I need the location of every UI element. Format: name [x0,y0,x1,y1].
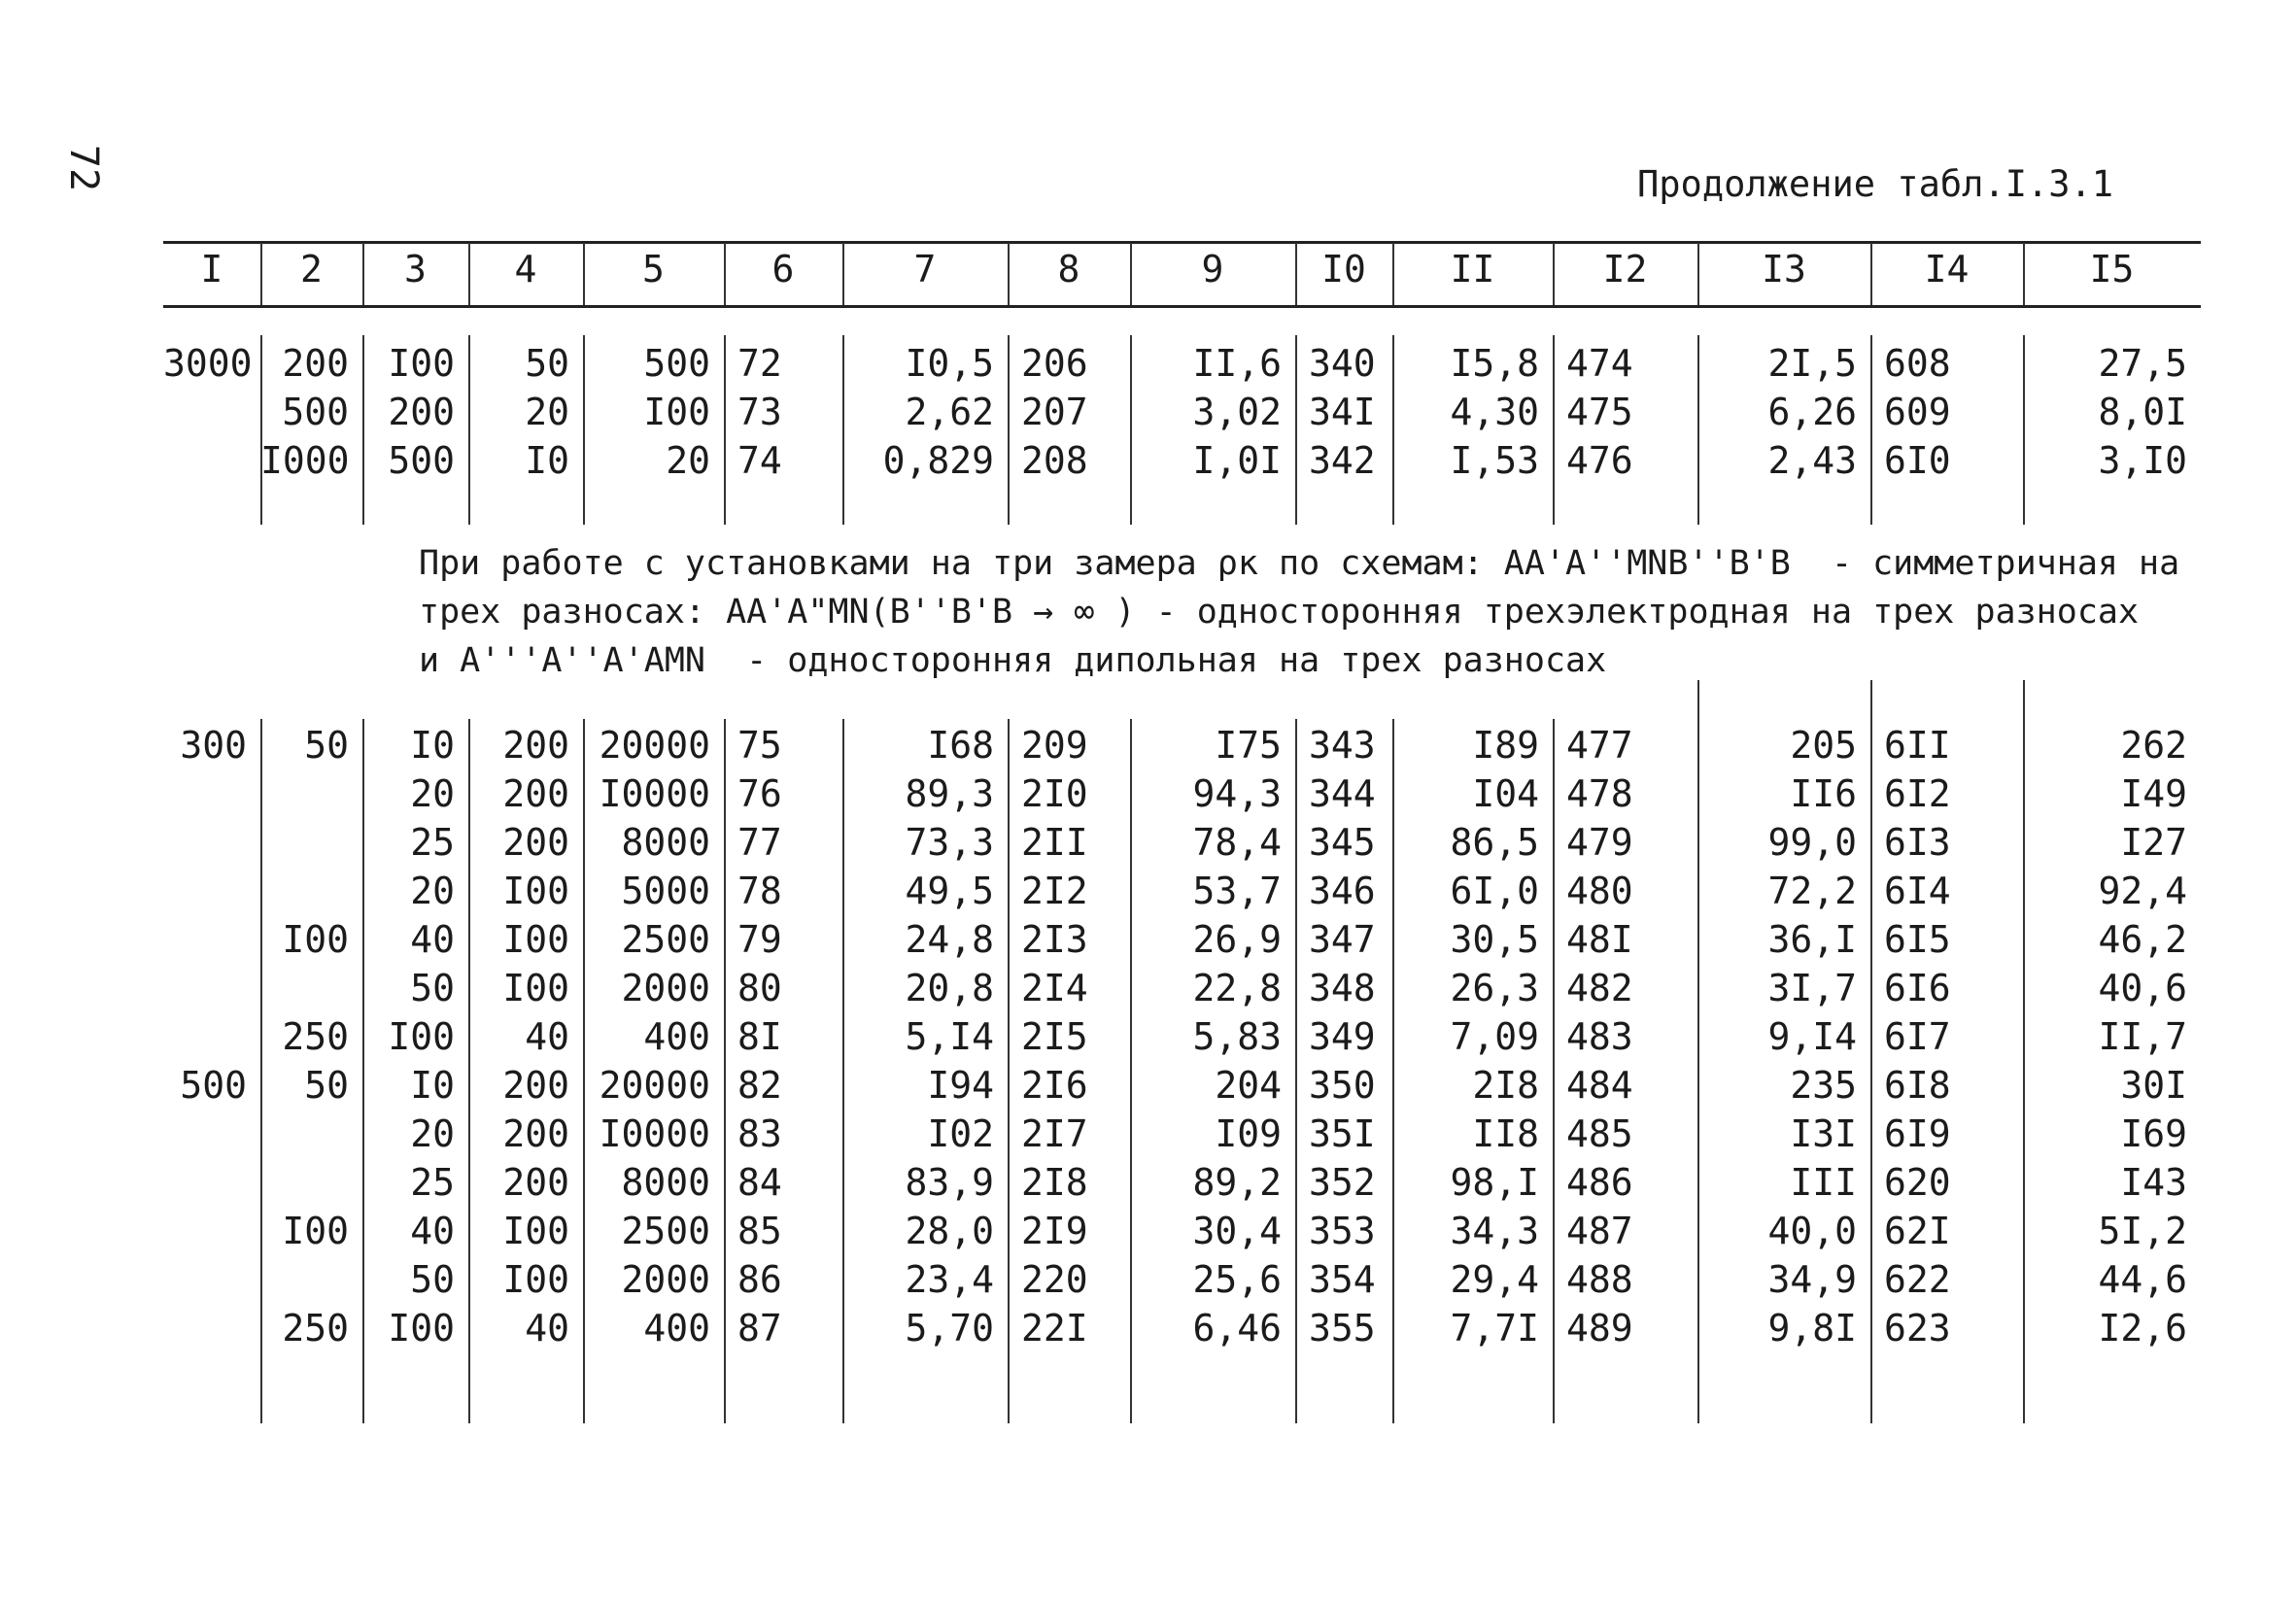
table-cell: II6 [1790,772,1857,815]
table-cell: 340 [1309,342,1376,385]
header-cell: 7 [913,248,937,290]
table-cell: 2I7 [1021,1112,1088,1155]
table-cell: 3I,7 [1767,967,1857,1009]
table-cell: 36,I [1767,918,1857,961]
table-cell: 50 [410,1258,455,1301]
note-paragraph [419,539,2180,685]
table-cell: 50 [525,342,569,385]
table-cell: 83 [737,1112,782,1155]
table-cell: 485 [1566,1112,1633,1155]
table-cell: 3,02 [1192,391,1282,433]
table-cell: 475 [1566,391,1633,433]
table-cell: 489 [1566,1307,1633,1350]
table-cell: I0000 [599,772,710,815]
table-cell: 346 [1309,870,1376,912]
table-cell: 78 [737,870,782,912]
table-cell: I49 [2120,772,2187,815]
table-cell: 2500 [621,1210,710,1252]
table-cell: 345 [1309,821,1376,864]
table-cell: 6I4 [1884,870,1951,912]
header-cell: I3 [1762,248,1806,290]
column-divider [1008,719,1010,1423]
table-cell: 6I9 [1884,1112,1951,1155]
header-cell: I5 [2089,248,2135,290]
table-cell: 480 [1566,870,1633,912]
table-cell: 6I3 [1884,821,1951,864]
table-cell: 2000 [621,967,710,1009]
table-cell: I02 [927,1112,994,1155]
header-column-divider [1553,243,1555,305]
table-cell: 26,3 [1450,967,1539,1009]
table-cell: 72,2 [1767,870,1857,912]
table-cell: I0 [410,724,455,767]
table-cell: 82 [737,1064,782,1107]
table-cell: 6I6 [1884,967,1951,1009]
table-cell: 76 [737,772,782,815]
table-cell: 2I8 [1472,1064,1539,1107]
table-cell: I00 [388,1015,455,1058]
header-cell: 9 [1201,248,1224,290]
table-cell: 8,0I [2098,391,2187,433]
table-cell: 94,3 [1192,772,1282,815]
table-cell: 620 [1884,1161,1951,1204]
table-cell: 20 [666,439,710,482]
table-cell: 250 [282,1307,349,1350]
table-cell: 208 [1021,439,1088,482]
column-divider [724,719,726,1423]
table-cell: 484 [1566,1064,1633,1107]
table-cell: 200 [502,772,569,815]
table-cell: I75 [1215,724,1282,767]
header-cell: I2 [1602,248,1648,290]
table-cell: 2I3 [1021,918,1088,961]
table-cell: 200 [282,342,349,385]
column-divider [1870,680,1872,719]
table-cell: 2I9 [1021,1210,1088,1252]
table-cell: I5,8 [1450,342,1539,385]
table-cell: I69 [2120,1112,2187,1155]
page-number: 72 [61,144,107,192]
table-cell: 20 [525,391,569,433]
table-cell: 5I,2 [2098,1210,2187,1252]
table-cell: 26,9 [1192,918,1282,961]
header-column-divider [362,243,364,305]
table-cell: 2I2 [1021,870,1088,912]
table-cell: 206 [1021,342,1088,385]
table-cell: I00 [502,870,569,912]
table-cell: 73 [737,391,782,433]
column-divider [1008,335,1010,525]
table-cell: 53,7 [1192,870,1282,912]
table-cell: 2I8 [1021,1161,1088,1204]
table-cell: 476 [1566,439,1633,482]
table-cell: 204 [1215,1064,1282,1107]
header-cell: I4 [1924,248,1970,290]
table-cell: 73,3 [905,821,994,864]
table-cell: 500 [282,391,349,433]
header-column-divider [583,243,585,305]
table-cell: I89 [1472,724,1539,767]
table-cell: I,53 [1450,439,1539,482]
table-cell: 5000 [621,870,710,912]
table-cell: 92,4 [2098,870,2187,912]
table-cell: I27 [2120,821,2187,864]
table-cell: II,6 [1192,342,1282,385]
table-cell: 86,5 [1450,821,1539,864]
table-cell: 477 [1566,724,1633,767]
table-cell: I00 [282,1210,349,1252]
table-cell: I2,6 [2098,1307,2187,1350]
table-cell: 6I2 [1884,772,1951,815]
table-cell: 30,5 [1450,918,1539,961]
table-cell: 50 [410,967,455,1009]
table-cell: 486 [1566,1161,1633,1204]
table-cell: 20 [410,870,455,912]
table-cell: 2,43 [1767,439,1857,482]
table-cell: 8000 [621,1161,710,1204]
table-cell: 72 [737,342,782,385]
header-cell: 2 [300,248,323,290]
table-cell: I3I [1790,1112,1857,1155]
table-cell: 34,3 [1450,1210,1539,1252]
table-cell: 400 [643,1307,710,1350]
table-cell: 86 [737,1258,782,1301]
table-cell: 200 [502,1112,569,1155]
table-cell: I0000 [599,1112,710,1155]
table-cell: 5,70 [905,1307,994,1350]
table-cell: 608 [1884,342,1951,385]
table-cell: 28,0 [905,1210,994,1252]
table-cell: 478 [1566,772,1633,815]
table-cell: 20,8 [905,967,994,1009]
table-cell: 44,6 [2098,1258,2187,1301]
table-cell: 74 [737,439,782,482]
header-column-divider [1130,243,1132,305]
header-column-divider [842,243,844,305]
table-cell: I94 [927,1064,994,1107]
column-divider [1295,335,1297,525]
table-cell: 200 [502,821,569,864]
table-cell: 6I0 [1884,439,1951,482]
table-cell: 342 [1309,439,1376,482]
table-cell: III [1790,1161,1857,1204]
table-cell: 2I6 [1021,1064,1088,1107]
table-cell: 5,83 [1192,1015,1282,1058]
table-cell: 20000 [599,724,710,767]
table-cell: 7,7I [1450,1307,1539,1350]
note-line: При работе с установками на три замера ρк по схемам: АА'А''MNB''B'B - симметричная на [419,544,2180,583]
column-divider [1295,719,1297,1423]
table-cell: 200 [502,1161,569,1204]
note-line: и А'''А''А'АMN - односторонняя дипольная на трех разносах [419,641,1607,680]
table-cell: 79 [737,918,782,961]
table-cell: 7,09 [1450,1015,1539,1058]
table-cell: 9,I4 [1767,1015,1857,1058]
header-column-divider [468,243,470,305]
table-cell: 2I0 [1021,772,1088,815]
column-divider [1697,680,1699,719]
table-cell: 35I [1309,1112,1376,1155]
table-cell: 235 [1790,1064,1857,1107]
note-line: трех разносах: АА'А"MN(B''B'B → ∞ ) - односторонняя трехэлектродная на трех разносах [419,593,2140,632]
table-cell: I43 [2120,1161,2187,1204]
table-cell: 6II [1884,724,1951,767]
header-cell: I0 [1321,248,1366,290]
table-cell: 85 [737,1210,782,1252]
table-cell: I0,5 [905,342,994,385]
table-cell: 75 [737,724,782,767]
table-cell: 2500 [621,918,710,961]
table-cell: 488 [1566,1258,1633,1301]
table-cell: 20000 [599,1064,710,1107]
column-divider [724,335,726,525]
table-header-rule [163,305,2201,308]
table-cell: 89,2 [1192,1161,1282,1204]
table-cell: I00 [502,1258,569,1301]
table-cell: 479 [1566,821,1633,864]
table-cell: 262 [2120,724,2187,767]
table-cell: 29,4 [1450,1258,1539,1301]
table-cell: 84 [737,1161,782,1204]
table-cell: 48I [1566,918,1633,961]
table-cell: 483 [1566,1015,1633,1058]
table-cell: 500 [388,439,455,482]
table-cell: 40,6 [2098,967,2187,1009]
table-cell: 6I7 [1884,1015,1951,1058]
table-cell: I00 [502,1210,569,1252]
header-column-divider [1295,243,1297,305]
table-cell: 87 [737,1307,782,1350]
header-cell: II [1450,248,1495,290]
table-cell: 482 [1566,967,1633,1009]
table-cell: 200 [502,724,569,767]
table-cell: I04 [1472,772,1539,815]
table-cell: I0 [525,439,569,482]
table-cell: I00 [388,342,455,385]
table-cell: 99,0 [1767,821,1857,864]
header-column-divider [260,243,262,305]
table-cell: 205 [1790,724,1857,767]
header-column-divider [1697,243,1699,305]
table-cell: 6I,0 [1450,870,1539,912]
table-cell: 622 [1884,1258,1951,1301]
table-cell: 40 [525,1015,569,1058]
table-cell: 347 [1309,918,1376,961]
table-cell: 34I [1309,391,1376,433]
table-cell: 623 [1884,1307,1951,1350]
table-cell: 5,I4 [905,1015,994,1058]
table-cell: I,0I [1192,439,1282,482]
table-cell: 62I [1884,1210,1951,1252]
header-cell: 6 [771,248,795,290]
header-cell: 3 [404,248,427,290]
table-cell: II,7 [2098,1015,2187,1058]
table-cell: I00 [643,391,710,433]
table-cell: 474 [1566,342,1633,385]
table-cell: 25 [410,1161,455,1204]
table-cell: 22,8 [1192,967,1282,1009]
header-cell: 4 [514,248,537,290]
table-cell: 250 [282,1015,349,1058]
table-cell: 30I [2120,1064,2187,1107]
header-column-divider [724,243,726,305]
table-cell: 349 [1309,1015,1376,1058]
column-divider [1553,335,1555,525]
table-cell: I0 [410,1064,455,1107]
table-cell: 2I5 [1021,1015,1088,1058]
table-cell: 344 [1309,772,1376,815]
table-cell: 78,4 [1192,821,1282,864]
table-cell: 25,6 [1192,1258,1282,1301]
table-cell: II8 [1472,1112,1539,1155]
table-cell: 9,8I [1767,1307,1857,1350]
column-divider [2023,680,2025,719]
table-cell: 89,3 [905,772,994,815]
table-cell: 30,4 [1192,1210,1282,1252]
table-cell: 6I5 [1884,918,1951,961]
table-cell: 34,9 [1767,1258,1857,1301]
table-cell: 22I [1021,1307,1088,1350]
table-cell: 354 [1309,1258,1376,1301]
table-cell: 487 [1566,1210,1633,1252]
column-divider [1870,335,1872,525]
table-cell: 40 [410,1210,455,1252]
table-cell: 220 [1021,1258,1088,1301]
table-cell: 4,30 [1450,391,1539,433]
table-cell: 2I4 [1021,967,1088,1009]
table-cell: 40 [410,918,455,961]
table-cell: 2I,5 [1767,342,1857,385]
table-cell: 343 [1309,724,1376,767]
table-cell: 6I8 [1884,1064,1951,1107]
table-cell: 8I [737,1015,782,1058]
table-cell: I00 [502,918,569,961]
table-cell: 3000 [163,342,253,385]
table-cell: 8000 [621,821,710,864]
table-cell: 27,5 [2098,342,2187,385]
column-divider [1553,719,1555,1423]
table-cell: 98,I [1450,1161,1539,1204]
table-cell: 2000 [621,1258,710,1301]
header-cell: 8 [1057,248,1080,290]
table-cell: 209 [1021,724,1088,767]
header-column-divider [2023,243,2025,305]
table-cell: 200 [502,1064,569,1107]
table-cell: 6,46 [1192,1307,1282,1350]
table-cell: 200 [388,391,455,433]
table-cell: 400 [643,1015,710,1058]
table-cell: I00 [282,918,349,961]
table-cell: 3,I0 [2098,439,2187,482]
table-cell: 500 [180,1064,247,1107]
table-cell: 50 [304,1064,349,1107]
table-cell: I00 [502,967,569,1009]
table-cell: I000 [260,439,350,482]
table-cell: 23,4 [905,1258,994,1301]
header-column-divider [1392,243,1394,305]
table-cell: 50 [304,724,349,767]
table-cell: 49,5 [905,870,994,912]
header-cell: 5 [642,248,665,290]
table-cell: 355 [1309,1307,1376,1350]
table-cell: 2II [1021,821,1088,864]
table-cell: I00 [388,1307,455,1350]
header-cell: I [200,248,223,290]
header-column-divider [1008,243,1010,305]
table-cell: 25 [410,821,455,864]
table-cell: I68 [927,724,994,767]
table-cell: 80 [737,967,782,1009]
table-cell: 300 [180,724,247,767]
table-cell: 83,9 [905,1161,994,1204]
table-cell: 40 [525,1307,569,1350]
table-cell: 500 [643,342,710,385]
table-cell: 46,2 [2098,918,2187,961]
table-cell: 2,62 [905,391,994,433]
continuation-title: Продолжение табл.I.3.1 [1637,163,2114,205]
table-cell: 353 [1309,1210,1376,1252]
table-cell: 609 [1884,391,1951,433]
table-cell: 20 [410,1112,455,1155]
header-column-divider [1870,243,1872,305]
table-cell: I09 [1215,1112,1282,1155]
table-cell: 207 [1021,391,1088,433]
table-cell: 6,26 [1767,391,1857,433]
column-divider [1870,719,1872,1423]
table-cell: 348 [1309,967,1376,1009]
table-cell: 352 [1309,1161,1376,1204]
table-cell: 20 [410,772,455,815]
table-cell: 40,0 [1767,1210,1857,1252]
table-cell: 24,8 [905,918,994,961]
table-cell: 350 [1309,1064,1376,1107]
table-cell: 0,829 [882,439,994,482]
table-cell: 77 [737,821,782,864]
